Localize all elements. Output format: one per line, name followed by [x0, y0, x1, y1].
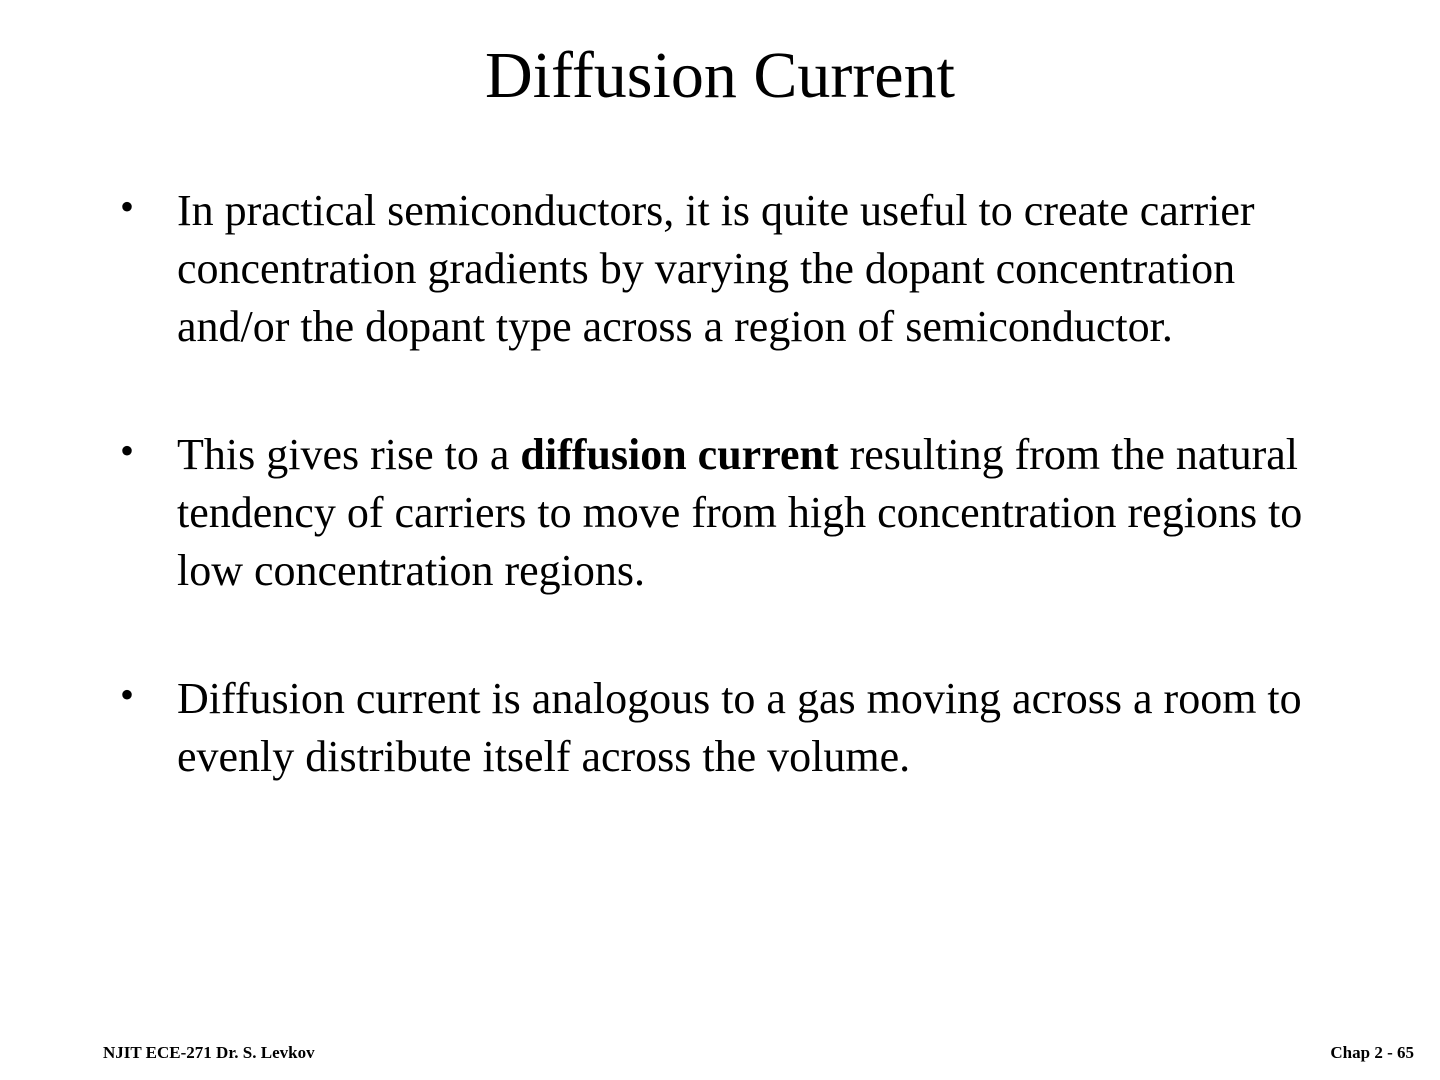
bullet-list [118, 182, 1318, 786]
footer-course-label: NJIT ECE-271 Dr. S. Levkov [103, 1043, 315, 1062]
bullet-item [118, 670, 1318, 786]
bullet-icon: • [120, 672, 135, 717]
slide-title: Diffusion Current [485, 39, 955, 112]
bullet-text: In practical semiconductors, it is quite useful to create carrier concentration gradients by varying the dopant concentration and/or the dopant type across a region of semiconductor. [177, 186, 1255, 351]
bullet-icon: • [120, 428, 135, 473]
bullet-item [118, 426, 1318, 600]
bullet-text-before: This gives rise to a [177, 430, 521, 479]
footer-page-number: Chap 2 - 65 [1330, 1043, 1414, 1062]
bullet-text [177, 430, 1302, 595]
bold-term: diffusion current [520, 430, 839, 479]
bullet-text-after: resulting from the natural tendency of carriers to move from high concentration regions to low concentration regions. [177, 430, 1303, 595]
bullet-item [118, 182, 1318, 356]
bullet-icon: • [120, 184, 135, 229]
bullet-text: Diffusion current is analogous to a gas moving across a room to evenly distribute itself across the volume. [177, 674, 1302, 781]
